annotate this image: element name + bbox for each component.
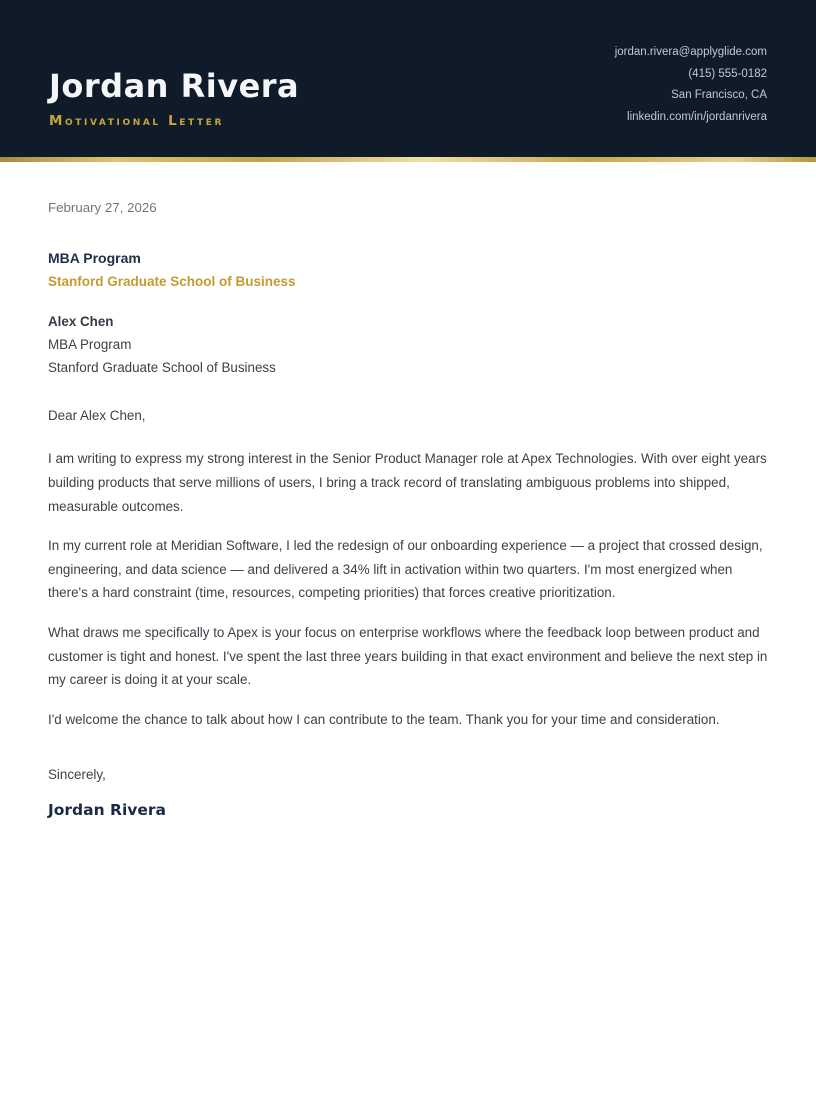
contact-email: jordan.rivera@applyglide.com bbox=[614, 46, 767, 58]
signature-name: Jordan Rivera bbox=[48, 801, 167, 820]
recipient-contact-name: Alex Chen bbox=[48, 314, 114, 329]
contact-info bbox=[615, 42, 767, 128]
header-identity bbox=[49, 67, 300, 129]
recipient-contact-program: MBA Program bbox=[48, 337, 132, 352]
document-subtitle: Motivational Letter bbox=[49, 112, 224, 129]
contact-location: San Francisco, CA bbox=[671, 89, 767, 101]
contact-linkedin: linkedin.com/in/jordanrivera bbox=[627, 110, 767, 123]
paragraph-experience: In my current role at Meridian Software, I led the redesign of our onboarding experience — a project that crossed design, engineering, and data science — and delivered a 34% lift in activation within two quarters. I'm most energized when there's a hard constraint (time, resources, competing priorities) that forces creative prioritization. bbox=[48, 537, 763, 601]
person-name: Jordan Rivera bbox=[49, 67, 300, 105]
closing-valediction: Sincerely, bbox=[48, 767, 106, 783]
paragraph-closing-ask: I'd welcome the chance to talk about how I can contribute to the team. Thank you for your time and consideration. bbox=[48, 711, 720, 727]
recipient-school: Stanford Graduate School of Business bbox=[48, 274, 296, 289]
paragraph-intro: I am writing to express my strong interest in the Senior Product Manager role at Apex Technologies. With over eight years building products that serve millions of users, I bring a track record of translating ambiguous problems into shipped, measurable outcomes. bbox=[48, 451, 767, 514]
letter-date: February 27, 2026 bbox=[48, 200, 157, 215]
letter-body bbox=[0, 162, 816, 820]
recipient-contact-school: Stanford Graduate School of Business bbox=[48, 360, 276, 375]
paragraph-motivation: What draws me specifically to Apex is your focus on enterprise workflows where the feedback loop between product and customer is tight and honest. I've spent the last three years building in that exact environment and believe the next step in my career is doing it at your scale. bbox=[48, 624, 768, 688]
letter-header bbox=[0, 0, 816, 157]
contact-phone: (415) 555-0182 bbox=[688, 67, 767, 80]
salutation: Dear Alex Chen, bbox=[48, 408, 146, 423]
recipient-contact-block bbox=[48, 310, 768, 379]
recipient-program: MBA Program bbox=[48, 250, 141, 266]
